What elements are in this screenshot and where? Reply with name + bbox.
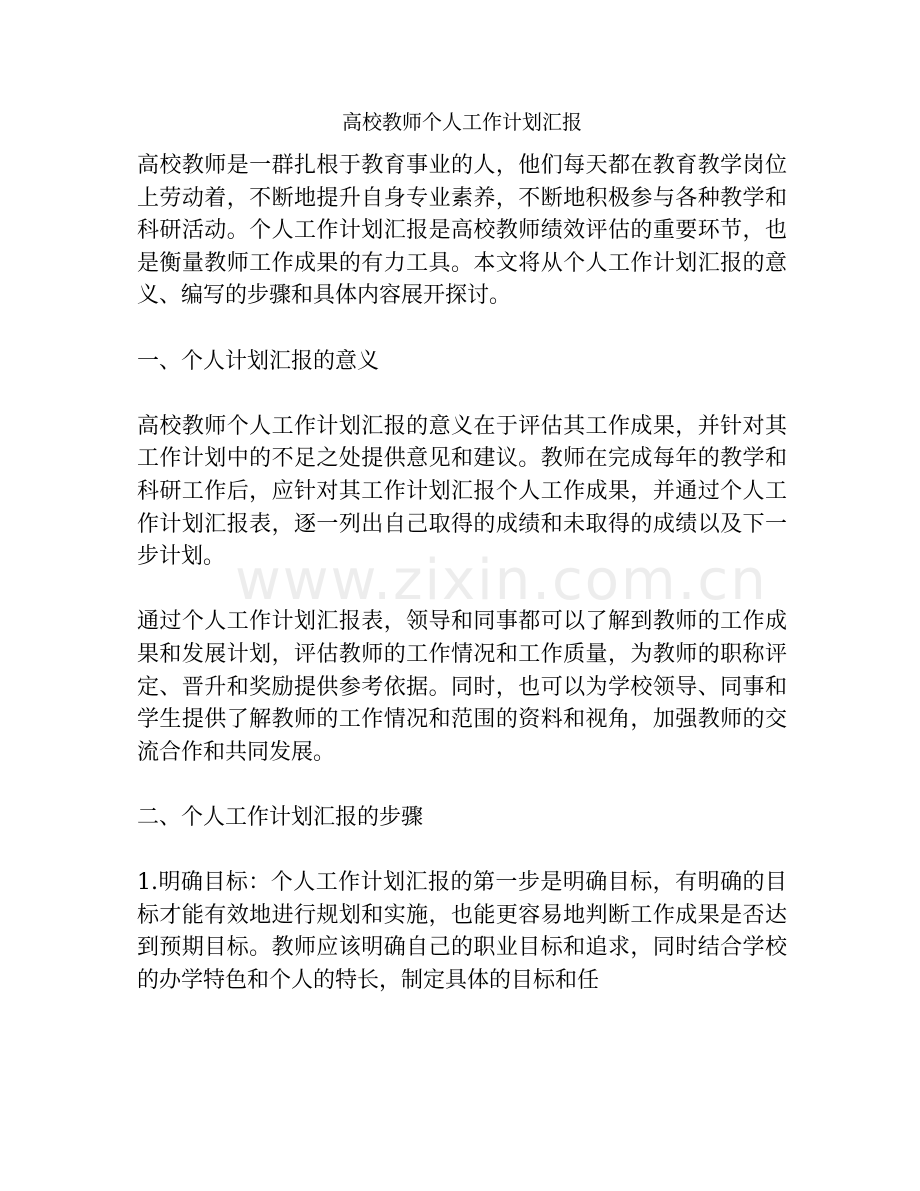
meaning-paragraph-1: 高校教师个人工作计划汇报的意义在于评估其工作成果，并针对其工作计划中的不足之处提供意见和建议。教师在完成每年的教学和科研工作后，应针对其工作计划汇报个人工作成果，并通过个人工作计划汇报表，逐一列出自己取得的成绩和未取得的成绩以及下一步计划。	[137, 413, 787, 570]
section-heading-meaning: 一、个人计划汇报的意义	[137, 348, 380, 374]
steps-paragraph-1: 1.明确目标：个人工作计划汇报的第一步是明确目标，有明确的目标才能有效地进行规划和实施，也能更容易地判断工作成果是否达到预期目标。教师应该明确自己的职业目标和追求，同时结合学校的办学特色和个人的特长，制定具体的目标和任	[137, 870, 787, 993]
document-title: 高校教师个人工作计划汇报	[342, 110, 582, 134]
section-heading-steps: 二、个人工作计划汇报的步骤	[137, 804, 424, 830]
document-body	[137, 108, 787, 1030]
meaning-paragraph-2: 通过个人工作计划汇报表，领导和同事都可以了解到教师的工作成果和发展计划，评估教师的工作情况和工作质量，为教师的职称评定、晋升和奖励提供参考依据。同时，也可以为学校领导、同事和学生提供了解教师的工作情况和范围的资料和视角，加强教师的交流合作和共同发展。	[137, 609, 787, 765]
watermark: www.zixin.com.cn	[235, 548, 768, 613]
intro-paragraph: 高校教师是一群扎根于教育事业的人，他们每天都在教育教学岗位上劳动着，不断地提升自身专业素养，不断地积极参与各种教学和科研活动。个人工作计划汇报是高校教师绩效评估的重要环节，也是衡量教师工作成果的有力工具。本文将从个人工作计划汇报的意义、编写的步骤和具体内容展开探讨。	[137, 153, 787, 309]
